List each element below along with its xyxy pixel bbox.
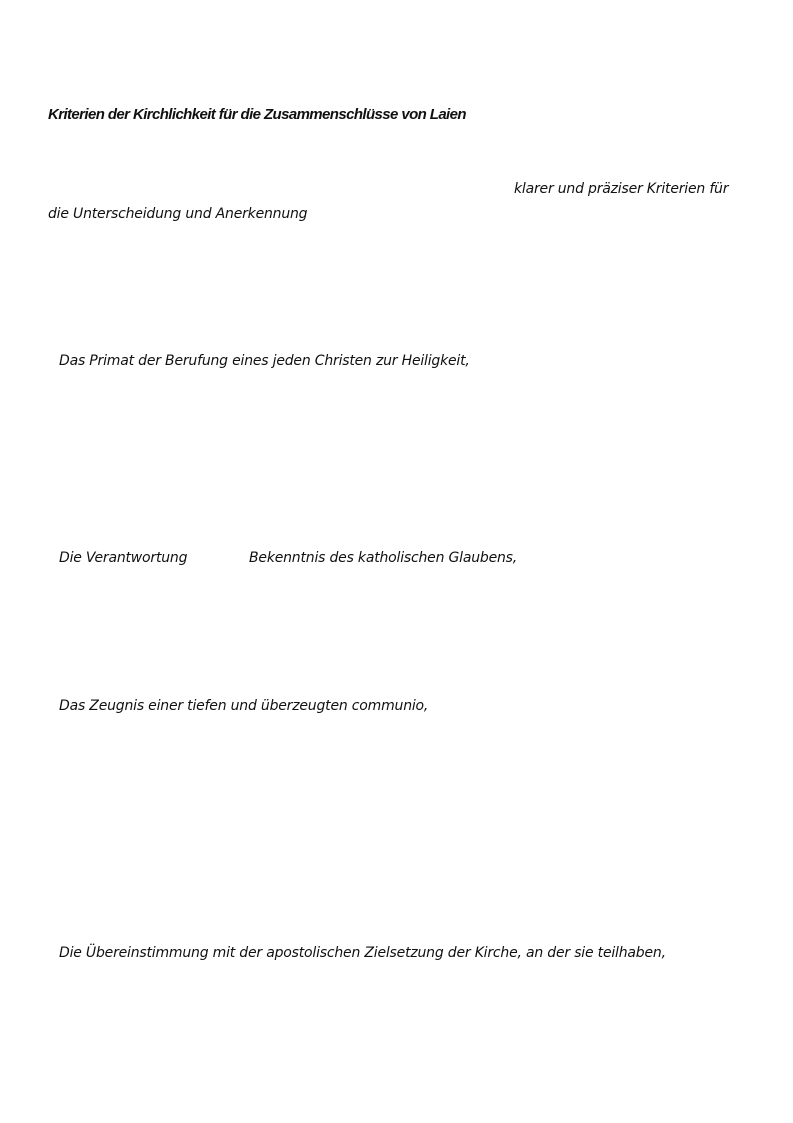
- criterion-1: Das Primat der Berufung eines jeden Christen zur Heiligkeit,: [59, 353, 470, 369]
- criterion-4: Die Übereinstimmung mit der apostolischen Zielsetzung der Kirche, an der sie teilhaben,: [59, 945, 666, 961]
- criterion-3: Das Zeugnis einer tiefen und überzeugten communio,: [59, 698, 429, 714]
- document-title: Kriterien der Kirchlichkeit für die Zusammenschlüsse von Laien: [48, 106, 466, 123]
- criterion-2-part-1: Die Verantwortung: [59, 550, 188, 566]
- intro-line-2: die Unterscheidung und Anerkennung: [48, 206, 308, 222]
- intro-line-1: klarer und präziser Kriterien für: [514, 181, 729, 197]
- criterion-2-part-2: Bekenntnis des katholischen Glaubens,: [249, 550, 518, 566]
